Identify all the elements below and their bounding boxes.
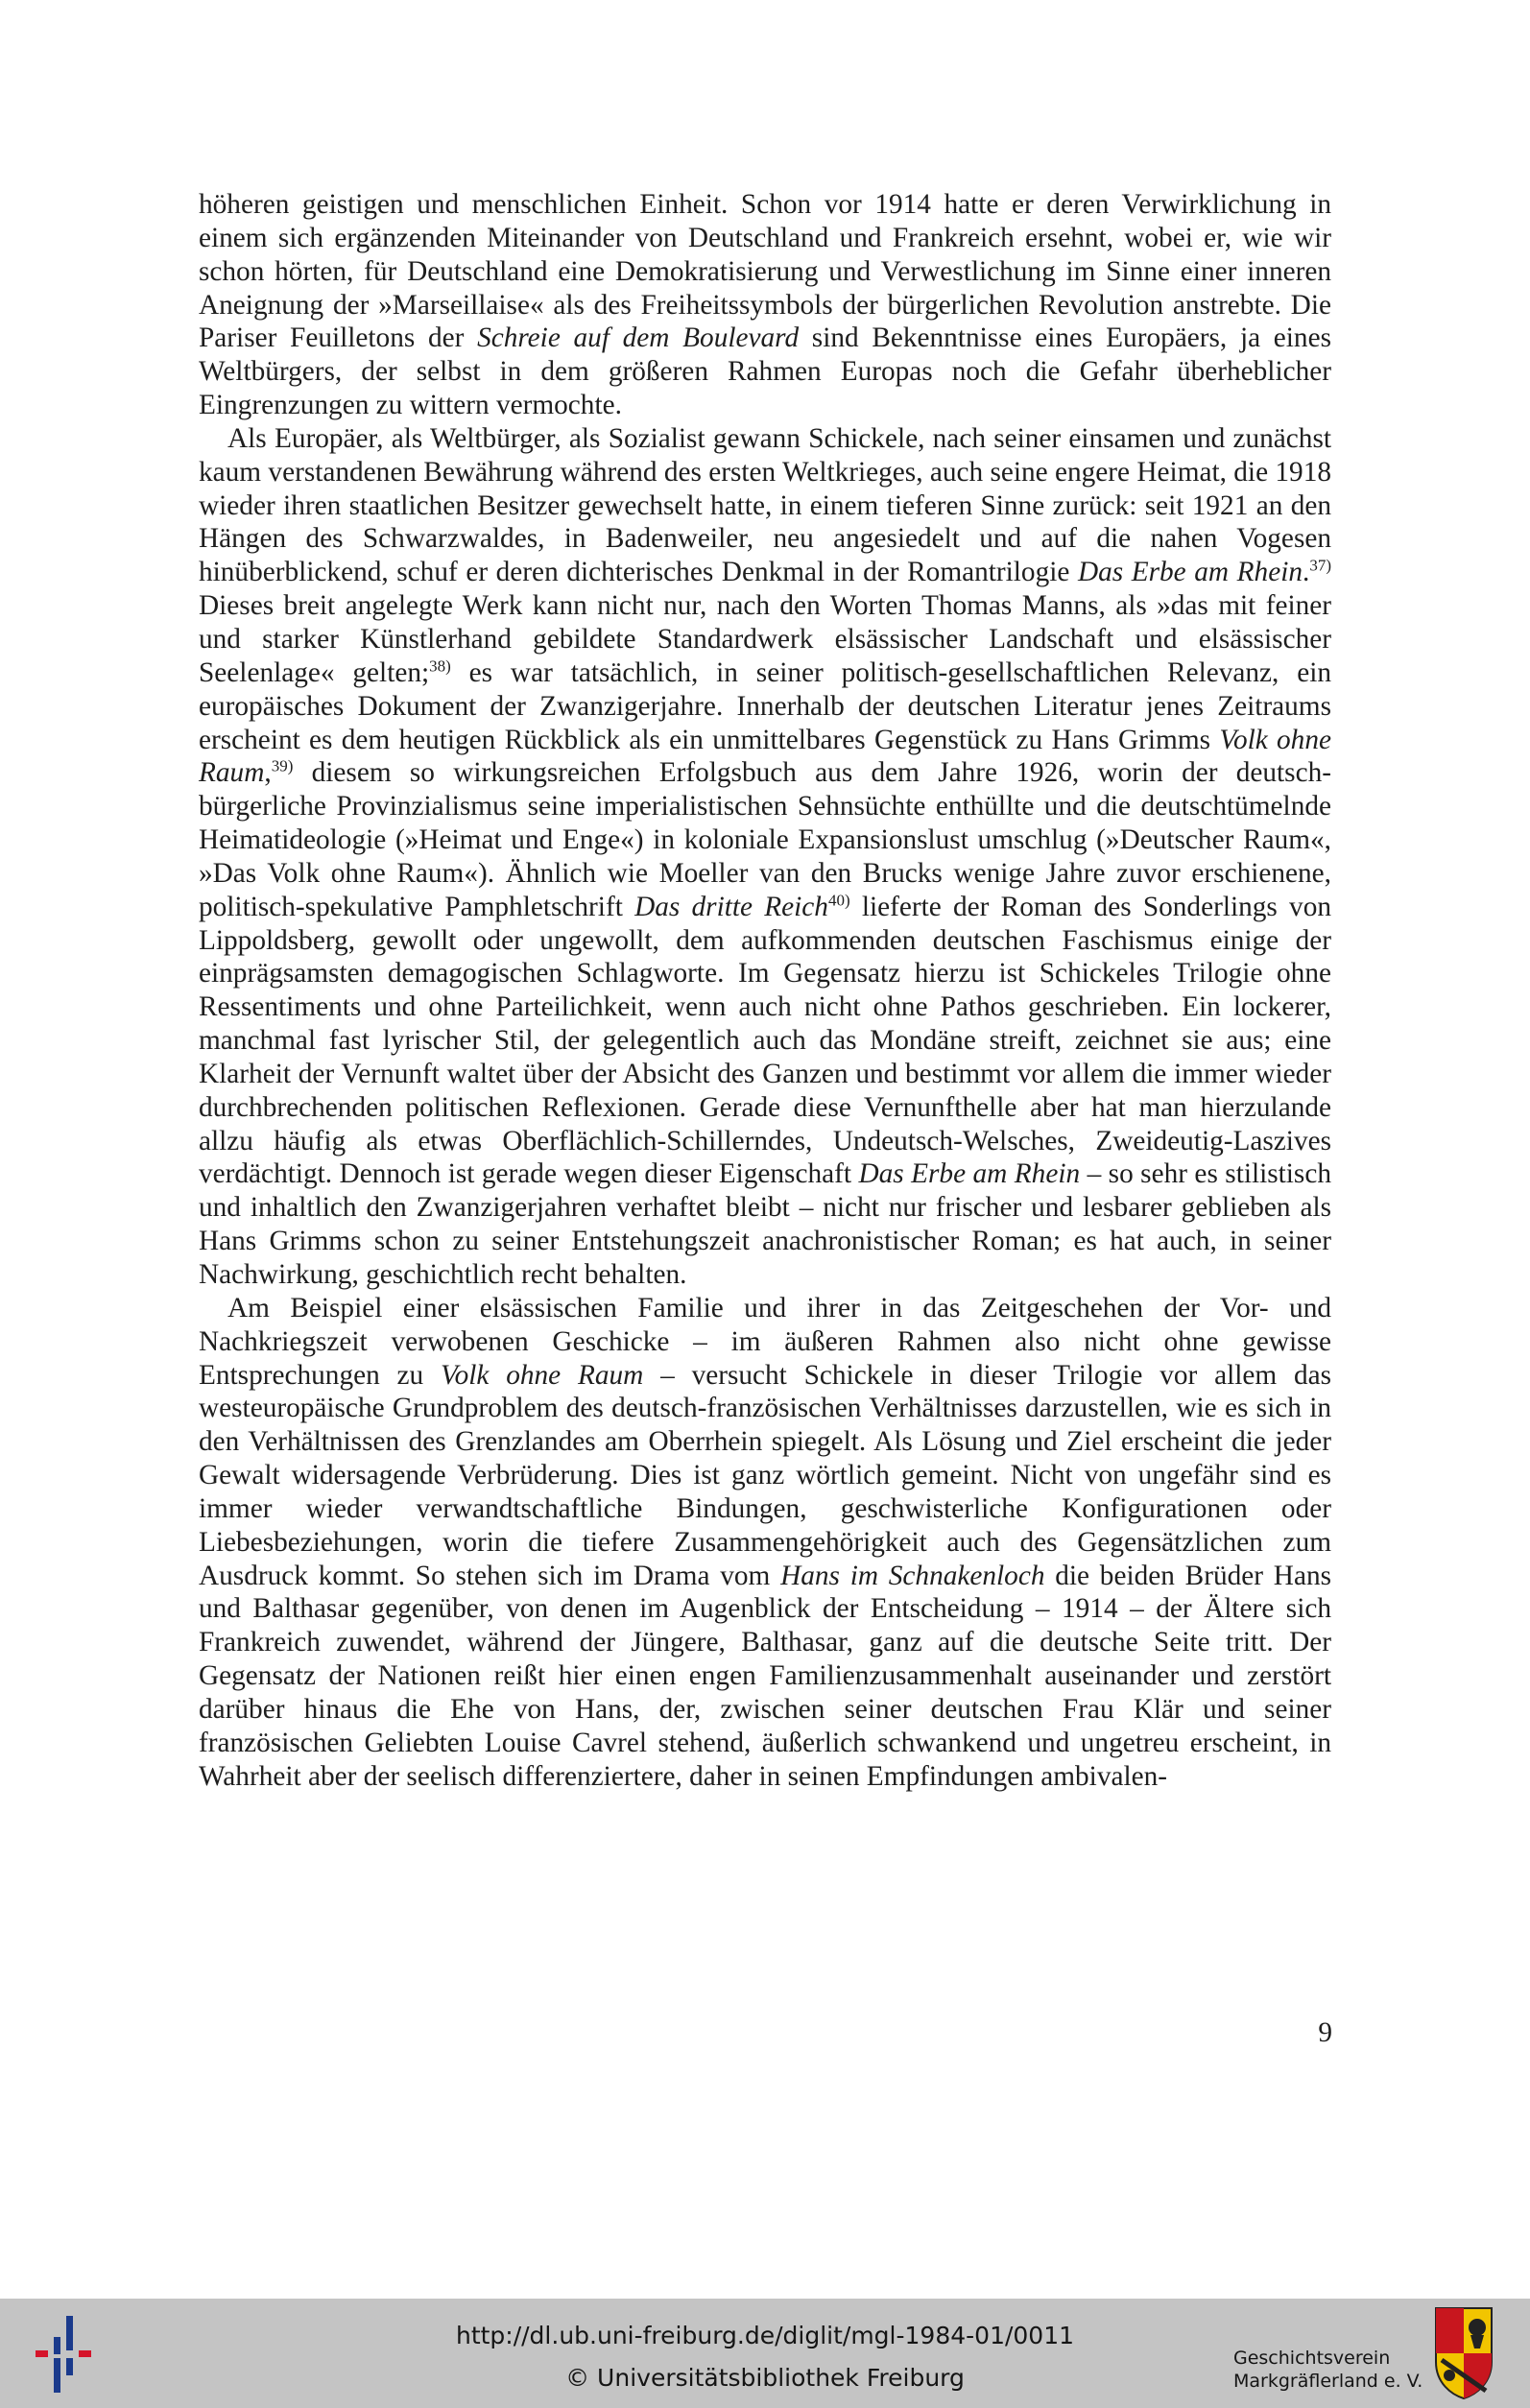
footer-url[interactable]: http://dl.ub.uni-freiburg.de/diglit/mgl-1984-01/0011 <box>455 2322 1075 2349</box>
footnote-marker: 38) <box>429 656 451 676</box>
italic-title: Schreie auf dem Boulevard <box>477 322 800 354</box>
society-name <box>1233 2347 1422 2393</box>
text-run: . <box>1303 557 1310 588</box>
text-run: – versucht Schickele in dieser Trilogie vor allem das westeuropäische Grundproblem des deutsch-französischen Verhältnisses darzustellen, wie es sich in den Verhältnissen des Grenzlandes am Oberrhein spiegelt. Als Lösung und Ziel erscheint die jeder Gewalt widersagende Verbrüderung. Dies ist ganz wörtlich gemeint. Nicht von ungefähr sind es immer wieder verwandtschaftliche Bindungen, geschwisterliche Konfigurationen oder Liebesbeziehungen, worin die tiefere Zusammengehörigkeit auch des Gegensätzlichen zum Ausdruck kommt. So stehen sich im Drama vom <box>199 1359 1331 1591</box>
paragraph <box>199 1292 1331 1794</box>
italic-title: Das Erbe am Rhein <box>858 1158 1081 1190</box>
paragraph <box>199 422 1331 1292</box>
footer-bar <box>0 2299 1530 2408</box>
page-number: 9 <box>1318 2017 1332 2048</box>
footer-copyright: © Universitätsbibliothek Freiburg <box>565 2364 965 2392</box>
society-line-1: Geschichtsverein <box>1233 2348 1391 2369</box>
society-line-2: Markgräflerland e. V. <box>1233 2371 1423 2392</box>
text-run: sind Bekenntnisse eines Europäers, ja eines Weltbürgers, der selbst in dem größeren Rahmen Europas noch die Gefahr überheblicher Eingrenzungen zu wittern vermochte. <box>199 322 1331 421</box>
footnote-marker: 39) <box>271 756 294 775</box>
text-run: , <box>264 757 272 789</box>
footnote-marker: 40) <box>827 891 850 910</box>
text-run: Dieses breit angelegte Werk kann nicht nur, nach den Worten Thomas Manns, als »das mit feiner und starker Künstlerhand gebildete Standardwerk elsässischer Landschaft und elsässischer Seelenlage« gelten; <box>199 590 1331 688</box>
italic-title: Volk ohne Raum <box>199 724 1331 789</box>
coat-of-arms-icon <box>1434 2306 1494 2400</box>
italic-title: Volk ohne Raum <box>440 1359 644 1391</box>
italic-title: Das dritte Reich <box>634 891 828 922</box>
text-run: es war tatsächlich, in seiner politisch-gesellschaftlichen Relevanz, ein europäisches Dokument der Zwanzigerjahre. Innerhalb der deutschen Literatur jenes Zeitraums erscheint es dem heutigen Rückblick als ein unmittelbares Gegenstück zu Hans Grimms <box>199 656 1331 755</box>
text-run: Als Europäer, als Weltbürger, als Sozialist gewann Schickele, nach seiner einsamen und zunächst kaum verstandenen Bewährung während des ersten Weltkrieges, auch seine engere Heimat, die 1918 wieder ihren staatlichen Besitzer gewechselt hatte, in einem tieferen Sinne zurück: seit 1921 an den Hängen des Schwarzwaldes, in Badenweiler, neu angesiedelt und auf die nahen Vogesen hinüberblickend, schuf er deren dichterisches Denkmal in der Romantrilogie <box>199 422 1331 588</box>
italic-title: Das Erbe am Rhein <box>1077 557 1303 588</box>
body-text <box>199 188 1331 1794</box>
paragraph <box>199 188 1331 422</box>
footnote-marker: 37) <box>1309 556 1331 575</box>
text-run: Am Beispiel einer elsässischen Familie und ihrer in das Zeitgeschehen der Vor- und Nachkriegszeit verwobenen Geschicke – im äußeren Rahmen also nicht ohne gewisse Entsprechungen zu <box>199 1292 1331 1391</box>
italic-title: Hans im Schnakenloch <box>780 1560 1045 1591</box>
text-run: diesem so wirkungsreichen Erfolgsbuch aus dem Jahre 1926, worin der deutsch-bürgerliche Provinzialismus seine imperialistischen Sehnsüchte enthüllte und die deutschtümelnde Heimatideologie (»Heimat und Enge«) in koloniale Expansionslust umschlug (»Deutscher Raum«, »Das Volk ohne Raum«). Ähnlich wie Moeller van den Brucks wenige Jahre zuvor erschienene, politisch-spekulative Pamphletschrift <box>199 757 1331 922</box>
text-run: – so sehr es stilistisch und inhaltlich den Zwanzigerjahren verhaftet bleibt – nicht nur frischer und lesbarer geblieben als Hans Grimms schon zu seiner Entstehungszeit anachronistischer Roman; es hat auch, in seiner Nachwirkung, geschichtlich recht behalten. <box>199 1158 1331 1290</box>
text-run: höheren geistigen und menschlichen Einheit. Schon vor 1914 hatte er deren Verwirklichung in einem sich ergänzenden Miteinander von Deutschland und Frankreich ersehnt, wobei er, wie wir schon hörten, für Deutschland eine Demokratisierung und Verwestlichung im Sinne einer inneren Aneignung der »Marseillaise« als des Freiheitssymbols der bürgerlichen Revolution anstrebte. Die Pariser Feuilletons der <box>199 189 1331 354</box>
text-run: lieferte der Roman des Sonderlings von Lippoldsberg, gewollt oder ungewollt, dem aufkommenden deutschen Faschismus einige der einprägsamsten demagogischen Schlagworte. Im Gegensatz hierzu ist Schickeles Trilogie ohne Ressentiments und ohne Parteilichkeit, wenn auch nicht ohne Pathos geschrieben. Ein lockerer, manchmal fast lyrischer Stil, der gelegentlich auch das Mondäne streift, zeichnet sie aus; eine Klarheit der Vernunft waltet über der Absicht des Ganzen und bestimmt vor allem die immer wieder durchbrechenden politischen Reflexionen. Gerade diese Vernunfthelle aber hat man hierzulande allzu häufig als etwas Oberflächlich-Schillerndes, Undeutsch-Welsches, Zweideutig-Laszives verdächtigt. Dennoch ist gerade wegen dieser Eigenschaft <box>199 891 1331 1190</box>
text-run: die beiden Brüder Hans und Balthasar gegenüber, von denen im Augenblick der Entscheidung – 1914 – der Ältere sich Frankreich zuwendet, während der Jüngere, Balthasar, ganz auf die deutsche Seite tritt. Der Gegensatz der Nationen reißt hier einen engen Familienzusammenhalt auseinander und zerstört darüber hinaus die Ehe von Hans, der, zwischen seiner deutschen Frau Klär und seiner französischen Geliebten Louise Cavrel stehend, äußerlich schwankend und ungetreu erscheint, in Wahrheit aber der seelisch differenziertere, daher in seinen Empfindungen ambivalen- <box>199 1560 1332 1792</box>
